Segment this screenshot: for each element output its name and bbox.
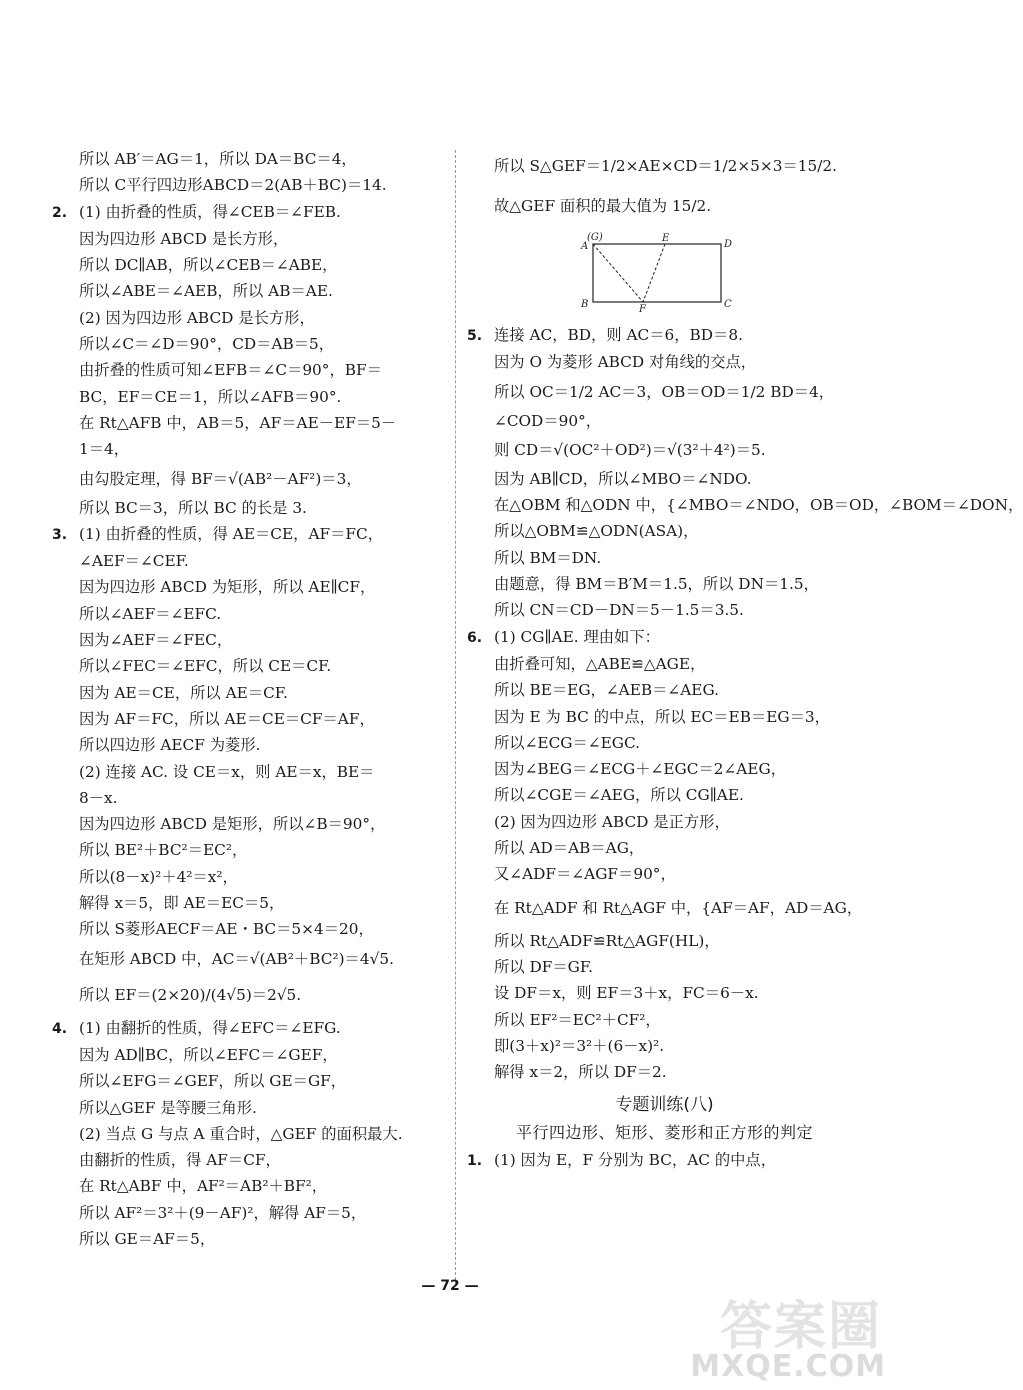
text-line [467,518,862,544]
line-text: 连接 AC，BD，则 AC＝6，BD＝8. [494,326,743,344]
question-line [467,322,862,349]
text-line [52,463,447,495]
line-text: (1) 由折叠的性质，得 AE＝CE，AF＝FC， [79,524,384,543]
rectangle-fold-figure [579,232,739,315]
section-title: 专题训练(八) [615,1095,714,1116]
line-text: 故△GEF 面积的最大值为 15/2. [494,197,712,215]
text-line [52,252,447,278]
line-text: 因为 AB∥CD，所以∠MBO＝∠NDO. [494,469,752,488]
line-text: 所以∠FEC＝∠EFC，所以 CE＝CF. [79,657,332,676]
watermark-logo-text: 答案圈 [719,1297,882,1357]
text-line [467,677,862,703]
line-text: (2) 因为四边形 ABCD 是长方形， [79,308,315,327]
line-text: 在 Rt△ABF 中，AF²＝AB²＋BF²， [79,1177,328,1196]
line-text: 所以 S△GEF＝1/2×AE×CD＝1/2×5×3＝15/2. [494,157,837,175]
line-text: 8－x. [79,788,118,807]
column-divider [455,150,456,1285]
line-text: 因为 O 为菱形 ABCD 对角线的交点， [494,353,757,372]
question-line [467,1147,862,1174]
text-line [52,916,447,942]
text-line [52,357,447,383]
line-text: 所以 BE²＋BC²＝EC²， [79,841,248,860]
text-line [52,1200,447,1226]
text-line [467,1033,862,1059]
fig-label-c: C [724,299,732,310]
question-line [52,521,447,548]
line-text: 设 DF＝x，则 EF＝3＋x，FC＝6－x. [494,984,759,1003]
text-line [52,226,447,252]
text-line [467,835,862,861]
line-text: 所以 Rt△ADF≌Rt△AGF(HL)， [494,931,720,950]
line-text: 由折叠的性质可知∠EFB＝∠C＝90°，BF＝ [79,361,382,380]
line-text: 所以△GEF 是等腰三角形. [79,1098,257,1117]
line-text: 所以△OBM≌△ODN(ASA)， [494,522,699,541]
line-text: 因为 E 为 BC 的中点，所以 EC＝EB＝EG＝3， [494,707,830,726]
text-line [467,756,862,782]
section-8-solutions [467,1147,862,1174]
line-text: 由勾股定理，得 BF＝√(AB²－AF²)＝3， [79,469,362,488]
text-line [52,331,447,357]
line-text: 由题意，得 BM＝B′M＝1.5，所以 DN＝1.5， [494,575,819,594]
line-text: 解得 x＝5，即 AE＝EC＝5， [79,894,285,913]
line-text: ∠COD＝90°， [494,411,602,430]
line-text: 因为 AD∥BC，所以∠EFC＝∠GEF， [79,1045,338,1064]
line-text: 所以∠CGE＝∠AEG，所以 CG∥AE. [494,786,744,805]
line-text: 所以∠AEF＝∠EFC. [79,604,222,623]
line-text: 所以 C平行四边形ABCD＝2(AB＋BC)＝14. [79,176,387,195]
line-text: ∠AEF＝∠CEF. [79,552,189,571]
watermark-site: MXQE.COM [690,1349,886,1384]
text-line [467,954,862,980]
text-line [52,627,447,653]
line-text: 所以∠ABE＝∠AEB，所以 AB＝AE. [79,282,333,301]
line-text: 则 CD＝√(OC²＋OD²)＝√(3²＋4²)＝5. [494,440,766,459]
line-text: 所以 BM＝DN. [494,548,602,567]
text-line [52,785,447,811]
text-line [52,864,447,890]
solutions-5-6 [467,322,1023,1085]
line-text: (2) 因为四边形 ABCD 是正方形， [494,812,730,831]
question-line [52,199,447,226]
line-text: (1) 由翻折的性质，得∠EFC＝∠EFG. [79,1018,341,1037]
line-text: 在 Rt△AFB 中，AB＝5，AF＝AE－EF＝5－ [79,413,397,432]
line-text: (2) 当点 G 与点 A 重合时，△GEF 的面积最大. [79,1124,403,1143]
line-text: 所以 DC∥AB，所以∠CEB＝∠ABE， [79,256,338,275]
text-line [52,436,447,462]
line-text: 所以 BE＝EG，∠AEB＝∠AEG. [494,681,719,700]
fig-label-g: (G) [587,232,603,243]
text-line [52,975,447,1015]
text-line [467,492,1023,518]
line-text: 所以 EF²＝EC²＋CF²， [494,1010,661,1029]
text-line [467,651,862,677]
question-number: 5. [467,328,483,344]
text-line [467,1007,862,1033]
line-text: 由折叠可知，△ABE≌△AGE， [494,654,706,673]
line-text: 所以 OC＝1/2 AC＝3，OB＝OD＝1/2 BD＝4， [494,382,835,401]
fig-label-a: A [581,241,589,252]
line-text: 由翻折的性质，得 AF＝CF， [79,1151,281,1170]
line-text: 因为四边形 ABCD 为矩形，所以 AE∥CF， [79,578,376,597]
line-text: 所以∠ECG＝∠EGC. [494,733,641,752]
line-text: 所以 GE＝AF＝5， [79,1229,216,1248]
text-line [467,146,862,186]
text-line [52,172,447,198]
text-line [467,928,862,954]
line-text: 又∠ADF＝∠AGF＝90°， [494,865,676,884]
text-line [467,861,862,887]
question-number: 6. [467,629,483,646]
watermark-logo [690,1284,886,1384]
line-text: (1) 因为 E，F 分别为 BC，AC 的中点， [494,1151,777,1170]
text-line [52,1147,447,1173]
text-line [467,809,862,835]
text-line [52,1173,447,1199]
fig-label-d: D [724,239,733,250]
question-line [52,1015,447,1042]
solution-4-continued [467,146,862,226]
line-text: 所以 CN＝CD－DN＝5－1.5＝3.5. [494,601,744,620]
line-text: 所以∠C＝∠D＝90°，CD＝AB＝5， [79,335,335,354]
text-line [52,384,447,410]
line-text: 所以 DF＝GF. [494,957,593,976]
text-line [467,545,862,571]
question-number: 2. [52,204,68,221]
text-line [52,653,447,679]
text-line [52,548,447,574]
text-line [467,408,862,434]
question-number: 3. [52,526,68,543]
line-text: (1) 由折叠的性质，得∠CEB＝∠FEB. [79,202,341,221]
text-line [467,1059,862,1085]
line-text: (2) 连接 AC. 设 CE＝x，则 AE＝x，BE＝ [79,762,375,781]
page-number: — 72 — [421,1278,479,1294]
text-line [467,597,862,623]
text-line [467,730,862,756]
right-column [467,146,1023,1175]
text-line [52,305,447,331]
text-line [52,890,447,916]
section-subtitle: 平行四边形、矩形、菱形和正方形的判定 [515,1123,813,1143]
line-text: 在 Rt△ADF 和 Rt△AGF 中，{AF＝AF，AD＝AG， [494,898,863,917]
text-line [52,574,447,600]
text-line [467,704,862,730]
text-line [52,146,447,172]
line-text: 解得 x＝2，所以 DF＝2. [494,1063,667,1082]
line-text: 在△OBM 和△ODN 中，{∠MBO＝∠NDO，OB＝OD，∠BOM＝∠DON， [494,496,1023,515]
line-text: 在矩形 ABCD 中，AC＝√(AB²＋BC²)＝4√5. [79,949,394,968]
line-text: 因为∠BEG＝∠ECG＋∠EGC＝2∠AEG， [494,760,787,779]
fig-label-f: F [639,304,646,315]
line-text: 因为 AF＝FC，所以 AE＝CE＝CF＝AF， [79,709,375,728]
text-line [467,980,862,1006]
line-text: 所以 AD＝AB＝AG， [494,839,645,858]
text-line [467,186,862,226]
line-text: 所以四边形 AECF 为菱形. [79,736,261,755]
line-text: 即(3＋x)²＝3²＋(6－x)². [494,1036,665,1055]
text-line [467,349,862,375]
text-line [52,1095,447,1121]
text-line [52,680,447,706]
text-line [52,759,447,785]
question-line [467,624,862,651]
text-line [467,376,862,408]
text-line [52,495,447,521]
text-line [52,278,447,304]
line-text: 因为∠AEF＝∠FEC， [79,631,233,650]
text-line [52,1042,447,1068]
line-text: 所以 EF＝(2×20)/(4√5)＝2√5. [79,985,302,1004]
line-text: 1＝4， [79,440,130,459]
text-line [467,466,862,492]
line-text: 因为四边形 ABCD 是长方形， [79,229,289,248]
question-number: 1. [467,1153,483,1170]
line-text: BC，EF＝CE＝1，所以∠AFB＝90°. [79,387,342,406]
text-line [52,811,447,837]
line-text: 所以 BC＝3，所以 BC 的长是 3. [79,498,307,517]
line-text: 因为四边形 ABCD 是矩形，所以∠B＝90°， [79,815,386,834]
text-line [52,732,447,758]
text-line [52,410,447,436]
fig-label-b: B [581,299,589,310]
line-text: 因为 AE＝CE，所以 AE＝CF. [79,683,288,702]
text-line [467,434,862,466]
text-line [52,1068,447,1094]
text-line [52,1226,447,1252]
question-number: 4. [52,1020,68,1037]
line-text: 所以∠EFG＝∠GEF，所以 GE＝GF， [79,1072,347,1091]
text-line [467,888,862,928]
text-line [52,601,447,627]
line-text: (1) CG∥AE. 理由如下： [494,627,660,646]
left-column [52,146,447,1252]
text-line [52,943,447,975]
text-line [467,571,862,597]
line-text: 所以 S菱形AECF＝AE・BC＝5×4＝20， [79,920,374,939]
text-line [52,837,447,863]
text-line [52,706,447,732]
fig-label-e: E [662,233,670,244]
text-line [52,1121,447,1147]
text-line [467,782,862,808]
line-text: 所以 AB′＝AG＝1，所以 DA＝BC＝4， [79,150,357,168]
line-text: 所以 AF²＝3²＋(9－AF)²，解得 AF＝5， [79,1203,367,1222]
line-text: 所以(8－x)²＋4²＝x²， [79,867,238,886]
